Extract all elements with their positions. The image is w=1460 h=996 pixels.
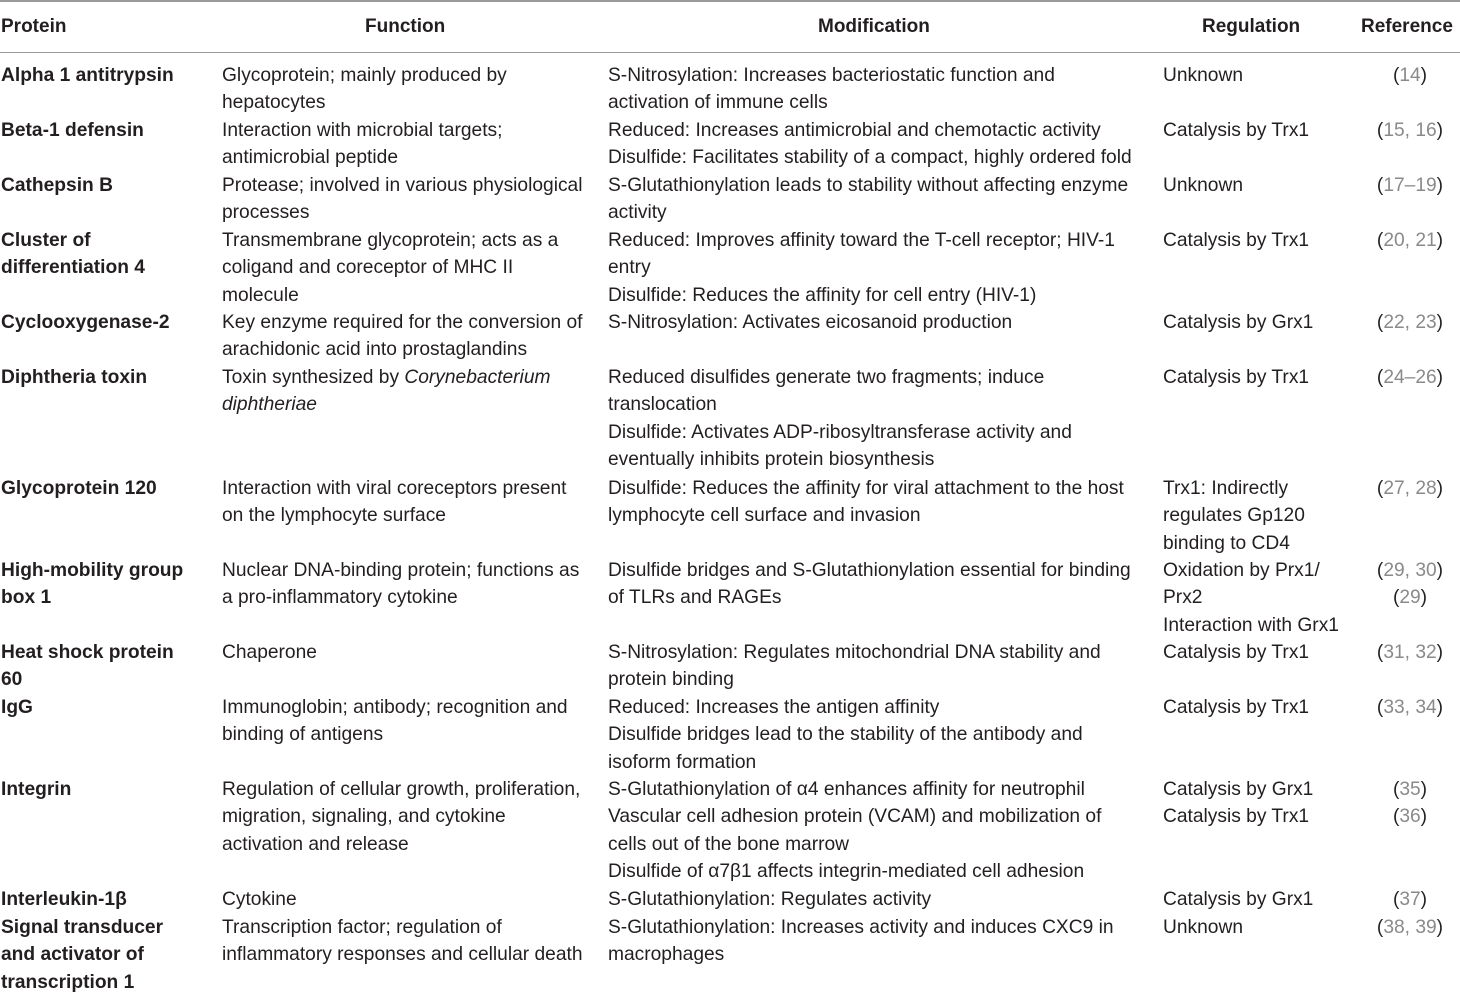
reference-number[interactable]: 31, 32: [1383, 642, 1437, 663]
reference-number[interactable]: 29, 30: [1383, 560, 1437, 581]
reference-number[interactable]: 14: [1399, 65, 1421, 86]
function-text: Protease; involved in various physiological processes: [222, 175, 583, 224]
modification-text: S-Glutathionylation of α4 enhances affinity for neutrophil Vascular cell adhesion protein (VCAM) and mobilization of cells out of the bone marrow Disulfide of α7β1 affects integrin-mediated cell adhesion: [608, 779, 1102, 883]
protein-name: Interleukin-1β: [1, 889, 127, 910]
protein-name: Alpha 1 antitrypsin: [1, 65, 174, 86]
function-text: [222, 364, 594, 419]
function-text: Cytokine: [222, 889, 297, 910]
reference-citation: (15, 16): [1376, 120, 1444, 141]
protein-name: IgG: [1, 697, 33, 718]
reference-citation: (24–26): [1376, 367, 1444, 388]
function-text-species: Corynebacterium diphtheriae: [222, 367, 551, 416]
regulation-text: Catalysis by Trx1: [1163, 120, 1310, 141]
protein-name: Heat shock protein 60: [1, 642, 174, 691]
regulation-text: Unknown: [1163, 917, 1243, 938]
protein-name: Cyclooxygenase-2: [1, 312, 170, 333]
protein-name: Cluster of differentiation 4: [1, 230, 145, 279]
protein-name: Glycoprotein 120: [1, 478, 157, 499]
modification-text: Disulfide: Reduces the affinity for viral attachment to the host lymphocyte cell surface and invasion: [608, 478, 1124, 527]
reference-number[interactable]: 33, 34: [1383, 697, 1437, 718]
reference-number[interactable]: 38, 39: [1383, 917, 1437, 938]
reference-number[interactable]: 37: [1399, 889, 1421, 910]
reference-citation: (14): [1392, 65, 1428, 86]
regulation-text: Catalysis by Grx1: [1163, 312, 1314, 333]
table-header-rule: [0, 52, 1460, 53]
modification-text: Reduced disulfides generate two fragments; induce translocation Disulfide: Activates ADP-ribosyltransferase activity and eventually inhibits protein biosynthesis: [608, 367, 1072, 471]
modification-text: Reduced: Increases antimicrobial and chemotactic activity Disulfide: Facilitates stability of a compact, highly ordered fold: [608, 120, 1132, 169]
reference-number[interactable]: 27, 28: [1383, 478, 1437, 499]
function-text-prefix: Toxin synthesized by: [222, 367, 405, 388]
regulation-text: Unknown: [1163, 65, 1243, 86]
function-text: Regulation of cellular growth, proliferation, migration, signaling, and cytokine activation and release: [222, 779, 581, 855]
modification-text: S-Nitrosylation: Activates eicosanoid production: [608, 312, 1013, 333]
reference-citation: (36): [1392, 806, 1428, 828]
function-text: Chaperone: [222, 642, 317, 663]
regulation-text: Catalysis by Trx1: [1163, 230, 1310, 251]
modification-text: S-Nitrosylation: Regulates mitochondrial DNA stability and protein binding: [608, 642, 1101, 691]
protein-name: High-mobility group box 1: [1, 560, 184, 609]
reference-citation: (31, 32): [1376, 642, 1444, 663]
regulation-text: Catalysis by Trx1: [1163, 367, 1310, 388]
header-function: Function: [365, 16, 446, 37]
function-text: Nuclear DNA-binding protein; functions as a pro-inflammatory cytokine: [222, 560, 580, 609]
reference-citation: (37): [1392, 889, 1428, 910]
modification-text: Reduced: Increases the antigen affinity Disulfide bridges lead to the stability of the antibody and isoform formation: [608, 697, 1083, 773]
function-text: Immunoglobin; antibody; recognition and binding of antigens: [222, 697, 568, 746]
reference-citation: (33, 34): [1376, 697, 1444, 718]
reference-citation: (20, 21): [1376, 230, 1444, 251]
function-text: Transcription factor; regulation of inflammatory responses and cellular death: [222, 917, 583, 966]
regulation-text: Unknown: [1163, 175, 1243, 196]
table-top-rule: [0, 0, 1460, 2]
protein-name: Cathepsin B: [1, 175, 113, 196]
protein-name: Signal transducer and activator of transcription 1: [1, 917, 164, 993]
protein-name: Integrin: [1, 779, 72, 800]
reference-citation: (27, 28): [1376, 478, 1444, 499]
protein-name: Beta-1 defensin: [1, 120, 144, 141]
function-text: Glycoprotein; mainly produced by hepatocytes: [222, 65, 507, 114]
reference-number[interactable]: 29: [1399, 587, 1421, 609]
modification-text: S-Glutathionylation leads to stability without affecting enzyme activity: [608, 175, 1129, 224]
regulation-text: Catalysis by Grx1: [1163, 889, 1314, 910]
reference-number[interactable]: 35: [1399, 779, 1421, 800]
regulation-text: Catalysis by Grx1 Catalysis by Trx1: [1163, 779, 1314, 828]
reference-citation: (29, 30): [1376, 560, 1444, 581]
regulation-text: Oxidation by Prx1/ Prx2 Interaction with Grx1: [1163, 560, 1339, 636]
reference-number[interactable]: 17–19: [1383, 175, 1437, 196]
header-regulation: Regulation: [1202, 16, 1301, 37]
reference-citation: (35): [1392, 779, 1428, 800]
modification-text: S-Glutathionylation: Increases activity and induces CXC9 in macrophages: [608, 917, 1114, 966]
regulation-text: Catalysis by Trx1: [1163, 697, 1310, 718]
reference-number[interactable]: 24–26: [1383, 367, 1437, 388]
modification-text: Reduced: Improves affinity toward the T-cell receptor; HIV-1 entry Disulfide: Reduces the affinity for cell entry (HIV-1): [608, 230, 1115, 306]
reference-number[interactable]: 20, 21: [1383, 230, 1437, 251]
reference-citation: (38, 39): [1376, 917, 1444, 938]
reference-number[interactable]: 22, 23: [1383, 312, 1437, 333]
header-reference: Reference: [1361, 16, 1453, 37]
reference-citation: (29): [1392, 587, 1428, 609]
modification-text: S-Glutathionylation: Regulates activity: [608, 889, 932, 910]
function-text: Key enzyme required for the conversion of arachidonic acid into prostaglandins: [222, 312, 583, 361]
modification-text: Disulfide bridges and S-Glutathionylation essential for binding of TLRs and RAGEs: [608, 560, 1131, 609]
regulation-text: Trx1: Indirectly regulates Gp120 binding to CD4: [1163, 478, 1305, 554]
reference-citation: (17–19): [1376, 175, 1444, 196]
modification-text: S-Nitrosylation: Increases bacteriostatic function and activation of immune cells: [608, 65, 1055, 114]
header-modification: Modification: [818, 16, 930, 37]
function-text: Transmembrane glycoprotein; acts as a coligand and coreceptor of MHC II molecule: [222, 230, 559, 306]
protein-name: Diphtheria toxin: [1, 367, 148, 388]
regulation-text: Catalysis by Trx1: [1163, 642, 1310, 663]
reference-number[interactable]: 15, 16: [1383, 120, 1437, 141]
reference-citation: (22, 23): [1376, 312, 1444, 333]
header-protein: Protein: [1, 16, 67, 37]
reference-number[interactable]: 36: [1399, 806, 1421, 828]
function-text: Interaction with viral coreceptors present on the lymphocyte surface: [222, 478, 567, 527]
function-text: Interaction with microbial targets; antimicrobial peptide: [222, 120, 503, 169]
